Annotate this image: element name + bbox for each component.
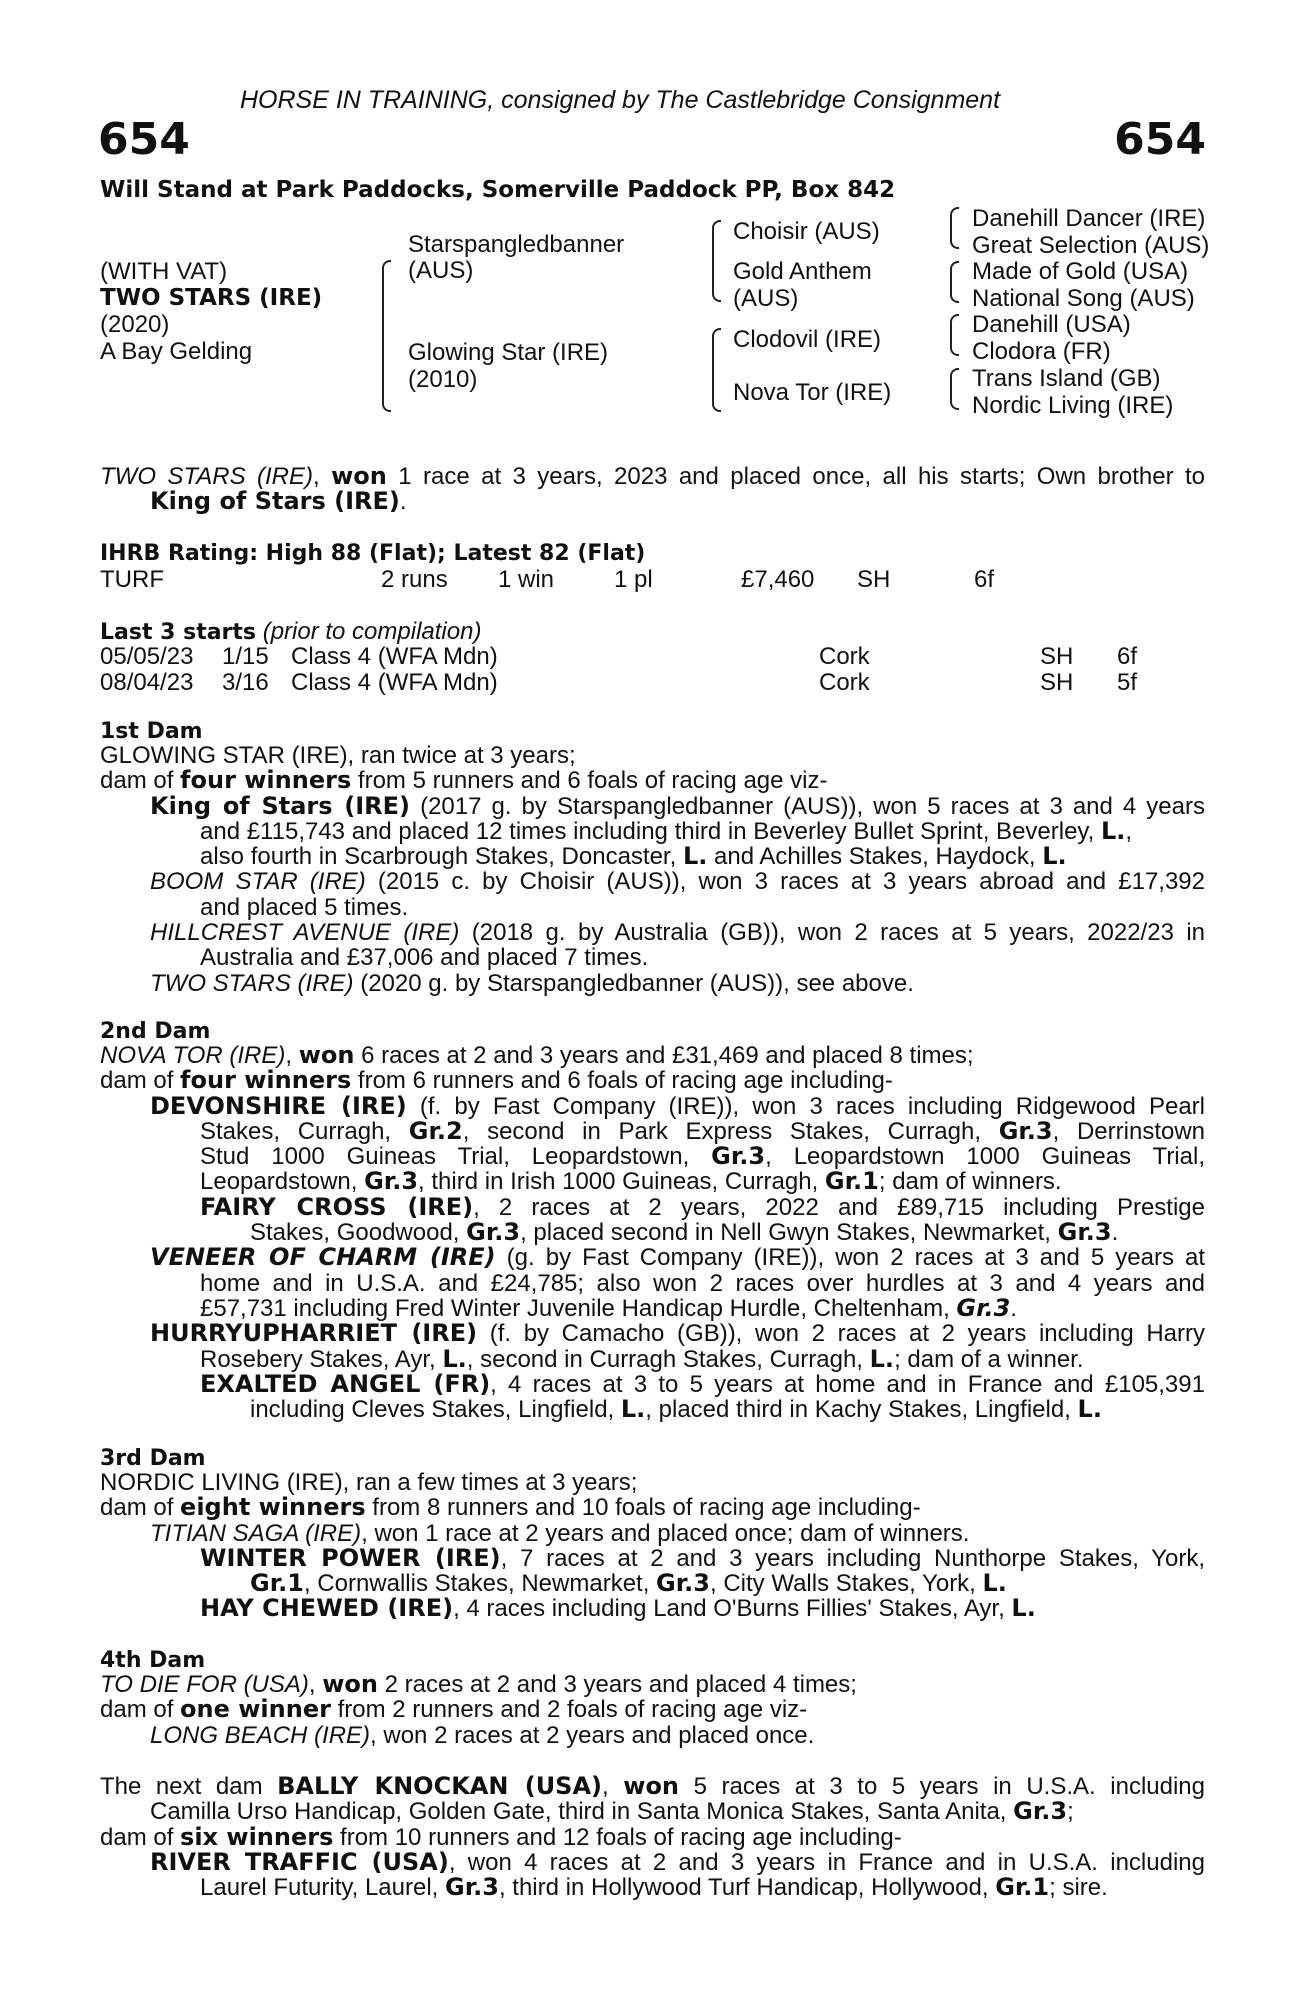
first-dam-section: GLOWING STAR (IRE), ran twice at 3 years; dam of four winners from 5 runners and 6 foals of racing age viz- King of Stars (IRE) (2017 g. by Starspangledbanner (AUS)), won 5 races at 3 and 4 years and £115,743 and placed 12 times including third in Beverley Bullet Sprint, Beverley, L., also fourth in Scarbrough Stakes, Doncaster, L. and Achilles Stakes, Haydock, L. BOOM STAR (IRE) (2015 c. by Choisir (AUS)), won 3 races at 3 years abroad and £17,392 and placed 5 times. HILLCREST AVENUE (IRE) (2018 g. by Australia (GB)), won 2 races at 5 years, 2022/23 in Australia and £37,006 and placed 7 times. TWO STARS (IRE) (2020 g. by Starspangledbanner (AUS)), see above. <box>100 742 1206 997</box>
pedigree-brace <box>950 368 959 410</box>
next-dam-section: The next dam BALLY KNOCKAN (USA), won 5 races at 3 to 5 years in U.S.A. including Camilla Urso Handicap, Golden Gate, third in Santa Monica Stakes, Santa Anita, Gr.3; dam of six winners from 10 runners and 12 foals of racing age including- RIVER TRAFFIC (USA), won 4 races at 2 and 3 years in France and in U.S.A. including Laurel Futurity, Laurel, Gr.3, third in Hollywood Turf Handicap, Hollywood, Gr.1; sire. <box>100 1772 1205 1902</box>
horse-foaling-year: (2020) <box>100 311 170 338</box>
dam-sire: Clodovil (IRE) <box>733 326 882 353</box>
dam-dam: Nova Tor (IRE) <box>733 379 892 406</box>
sire-origin: (AUS) <box>408 257 474 284</box>
third-dam-section: NORDIC LIVING (IRE), ran a few times at 3 years; dam of eight winners from 8 runners and 10 foals of racing age including- TITIAN SAGA (IRE), won 1 race at 2 years and placed once; dam of winners. WINTER POWER (IRE), 7 races at 2 and 3 years including Nunthorpe Stakes, York, Gr.1, Cornwallis Stakes, Newmarket, Gr.3, City Walls Stakes, York, L. HAY CHEWED (IRE), 4 races including Land O'Burns Fillies' Stakes, Ayr, L. <box>100 1469 1205 1623</box>
race-summary: TWO STARS (IRE), won 1 race at 3 years, 2023 and placed once, all his starts; Own brother to King of Stars (IRE). <box>100 462 1205 516</box>
pedigree-brace <box>712 220 721 302</box>
ssd: Great Selection (AUS) <box>972 232 1210 259</box>
pedigree-brace <box>382 260 391 412</box>
fourth-dam-section: TO DIE FOR (USA), won 2 races at 2 and 3 years and placed 4 times; dam of one winner from 2 runners and 2 foals of racing age viz- LONG BEACH (IRE), won 2 races at 2 years and placed once. <box>100 1670 857 1749</box>
second-dam-title: 2nd Dam <box>100 1019 211 1044</box>
dss: Danehill (USA) <box>972 311 1131 338</box>
sire-dam-origin: (AUS) <box>733 285 799 312</box>
consignment-header: HORSE IN TRAINING, consigned by The Castlebridge Consignment <box>240 86 1001 114</box>
stabling-location: Will Stand at Park Paddocks, Somerville Paddock PP, Box 842 <box>100 177 896 203</box>
pedigree-brace <box>950 261 959 303</box>
pedigree-brace <box>712 328 721 412</box>
lot-number-right: 654 <box>1114 114 1206 165</box>
sire-dam-name: Gold Anthem <box>733 258 872 285</box>
first-dam-title: 1st Dam <box>100 719 203 744</box>
vat-note: (WITH VAT) <box>100 258 228 285</box>
sds: Made of Gold (USA) <box>972 258 1189 285</box>
last-starts-table: 05/05/23 1/15 Class 4 (WFA Mdn) Cork SH 6f 08/04/23 3/16 Class 4 (WFA Mdn) Cork SH 5f <box>100 643 1138 696</box>
third-dam-title: 3rd Dam <box>100 1446 206 1471</box>
turf-record: TURF 2 runs 1 win 1 pl £7,460 SH 6f <box>100 566 995 593</box>
horse-name: TWO STARS (IRE) <box>100 285 323 311</box>
fourth-dam-title: 4th Dam <box>100 1648 206 1673</box>
dsd: Clodora (FR) <box>972 338 1111 365</box>
dam-year: (2010) <box>408 366 478 393</box>
horse-description: A Bay Gelding <box>100 338 253 365</box>
sss: Danehill Dancer (IRE) <box>972 205 1206 232</box>
sire-name: Starspangledbanner <box>408 231 625 258</box>
lot-number-left: 654 <box>98 114 190 165</box>
sdd: National Song (AUS) <box>972 285 1195 312</box>
ddd: Nordic Living (IRE) <box>972 392 1174 419</box>
last-starts-title: Last 3 starts (prior to compilation) <box>100 618 482 645</box>
sire-sire: Choisir (AUS) <box>733 218 880 245</box>
dds: Trans Island (GB) <box>972 365 1161 392</box>
ihrb-rating: IHRB Rating: High 88 (Flat); Latest 82 (Flat) <box>100 541 646 566</box>
own-brother: King of Stars (IRE) <box>150 487 400 516</box>
pedigree-brace <box>950 314 959 356</box>
pedigree-brace <box>950 207 959 249</box>
dam-name: Glowing Star (IRE) <box>408 339 609 366</box>
second-dam-section: NOVA TOR (IRE), won 6 races at 2 and 3 years and £31,469 and placed 8 times; dam of four winners from 6 runners and 6 foals of racing age including- DEVONSHIRE (IRE) (f. by Fast Company (IRE)), won 3 races including Ridgewood Pearl Stakes, Curragh, Gr.2, second in Park Express Stakes, Curragh, Gr.3, Derrinstown Stud 1000 Guineas Trial, Leopardstown, Gr.3, Leopardstown 1000 Guineas Trial, Leopardstown, Gr.3, third in Irish 1000 Guineas, Curragh, Gr.1; dam of winners. FAIRY CROSS (IRE), 2 races at 2 years, 2022 and £89,715 including Prestige Stakes, Goodwood, Gr.3, placed second in Nell Gwyn Stakes, Newmarket, Gr.3. VENEER OF CHARM (IRE) (g. by Fast Company (IRE)), won 2 races at 3 and 5 years at home and in U.S.A. and £24,785; also won 2 races over hurdles at 3 and 4 years and £57,731 including Fred Winter Juvenile Handicap Hurdle, Cheltenham, Gr.3. HURRYUPHARRIET (IRE) (f. by Camacho (GB)), won 2 races at 2 years including Harry Rosebery Stakes, Ayr, L., second in Curragh Stakes, Curragh, L.; dam of a winner. EXALTED ANGEL (FR), 4 races at 3 to 5 years at home and in France and £105,391 including Cleves Stakes, Lingfield, L., placed third in Kachy Stakes, Lingfield, L. <box>100 1041 1206 1424</box>
